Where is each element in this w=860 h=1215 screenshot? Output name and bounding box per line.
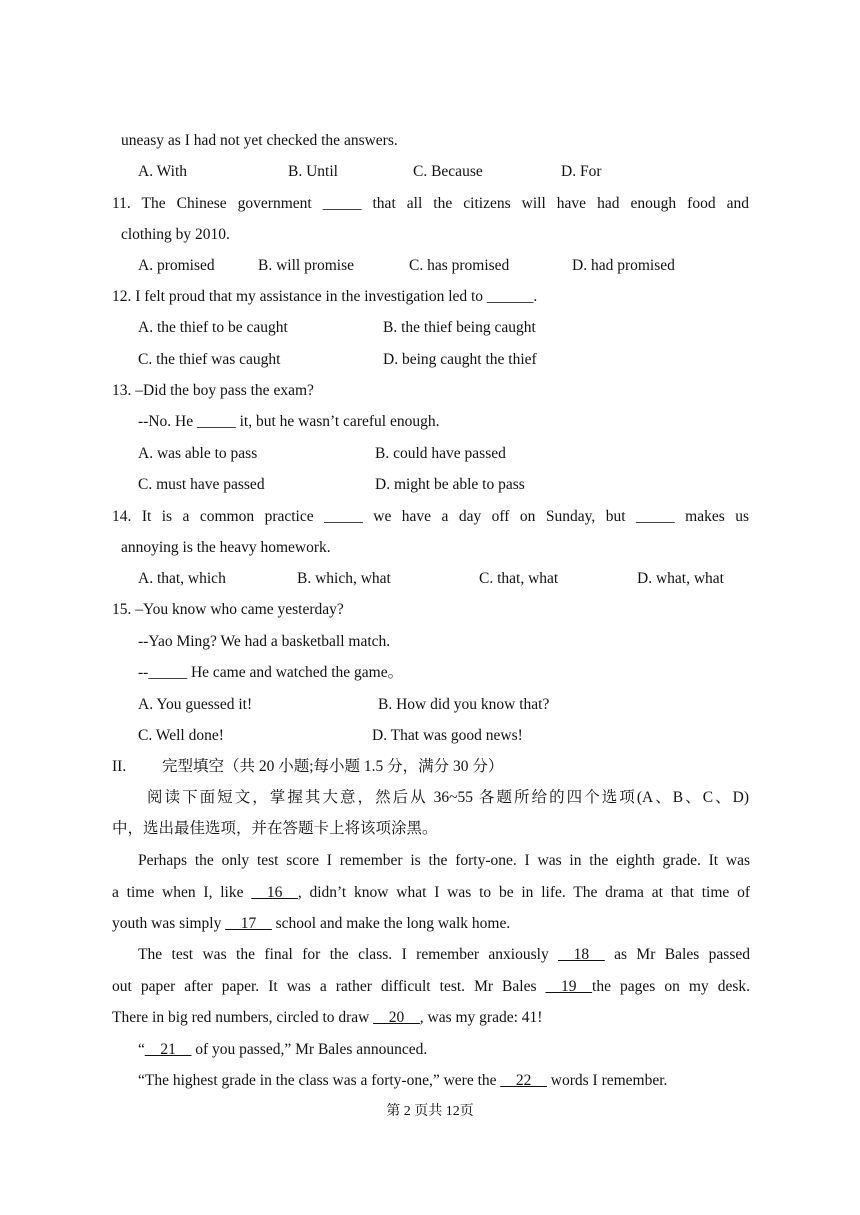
q12-option-b: B. the thief being caught [383, 319, 536, 336]
passage-line4: The test was the final for the class. I remember anxiously __18__ as Mr Bales passed [138, 946, 750, 963]
q10-continuation: uneasy as I had not yet checked the answers. [121, 132, 398, 149]
q13-option-d: D. might be able to pass [375, 476, 525, 493]
section-ii-instruction-line1: 阅读下面短文，掌握其大意，然后从 36~55 各题所给的四个选项(A、B、C、D) [147, 789, 749, 806]
passage-line1: Perhaps the only test score I remember is the forty-one. I was in the eighth grade. It was [138, 852, 750, 869]
passage-line7: “__21__ of you passed,” Mr Bales announced. [138, 1041, 428, 1058]
blank-20: __20__ [373, 1009, 420, 1026]
blank-16: __16__ [251, 884, 298, 901]
q13-option-c: C. must have passed [138, 476, 265, 493]
blank-19: __19__ [545, 978, 593, 995]
q13-stem: 13. –Did the boy pass the exam? [112, 382, 314, 399]
blank-17: __17__ [225, 915, 272, 932]
q12-option-a: A. the thief to be caught [138, 319, 288, 336]
passage-line5: out paper after paper. It was a rather difficult test. Mr Bales __19__the pages on my desk. [112, 978, 750, 995]
q12-option-c: C. the thief was caught [138, 351, 281, 368]
q10-option-a: A. With [138, 163, 188, 180]
q15-option-a: A. You guessed it! [138, 696, 253, 713]
passage-line6: There in big red numbers, circled to draw __20__, was my grade: 41! [112, 1009, 543, 1026]
q11-option-c: C. has promised [409, 257, 510, 274]
q14-option-d: D. what, what [637, 570, 724, 587]
q15-reply1: --Yao Ming? We had a basketball match. [138, 633, 391, 650]
passage-line2: a time when I, like __16__, didn’t know what I was to be in life. The drama at that time of [112, 884, 751, 901]
q13-reply: --No. He _____ it, but he wasn’t careful enough. [138, 413, 440, 430]
q10-option-d: D. For [561, 163, 602, 180]
passage-line3: youth was simply __17__ school and make the long walk home. [112, 915, 511, 932]
q14-stem-line2: annoying is the heavy homework. [121, 539, 331, 556]
page-footer: 第 2 页共 12页 [386, 1104, 474, 1119]
q11-stem-line2: clothing by 2010. [121, 226, 230, 243]
q14-stem-line1: 14. It is a common practice _____ we have a day off on Sunday, but _____ makes us [112, 508, 749, 525]
section-ii-instruction-line2: 中，选出最佳选项，并在答题卡上将该项涂黑。 [112, 820, 438, 837]
section-ii-title: 完型填空（共 20 小题;每小题 1.5 分，满分 30 分） [162, 758, 504, 775]
q12-stem: 12. I felt proud that my assistance in the investigation led to ______. [112, 288, 538, 305]
q10-option-b: B. Until [288, 163, 338, 180]
blank-21: __21__ [144, 1041, 192, 1058]
q15-stem: 15. –You know who came yesterday? [112, 601, 344, 618]
passage-line8: “The highest grade in the class was a forty-one,” were the __22__ words I remember. [138, 1072, 668, 1089]
q15-option-b: B. How did you know that? [378, 696, 550, 713]
blank-22: __22__ [500, 1072, 547, 1089]
q15-reply2: --_____ He came and watched the game。 [138, 664, 404, 681]
blank-18: __18__ [558, 946, 605, 963]
section-ii-number: II. [112, 758, 127, 775]
q15-option-c: C. Well done! [138, 727, 224, 744]
q11-option-a: A. promised [138, 257, 215, 274]
q14-option-a: A. that, which [138, 570, 226, 587]
q14-option-c: C. that, what [479, 570, 559, 587]
q13-option-b: B. could have passed [375, 445, 506, 462]
q14-option-b: B. which, what [297, 570, 391, 587]
q12-option-d: D. being caught the thief [383, 351, 537, 368]
q11-option-d: D. had promised [572, 257, 675, 274]
q15-option-d: D. That was good news! [372, 727, 523, 744]
q11-option-b: B. will promise [258, 257, 355, 274]
q11-stem-line1: 11. The Chinese government _____ that all the citizens will have had enough food and [112, 195, 749, 212]
q10-option-c: C. Because [413, 163, 483, 180]
q13-option-a: A. was able to pass [138, 445, 258, 462]
